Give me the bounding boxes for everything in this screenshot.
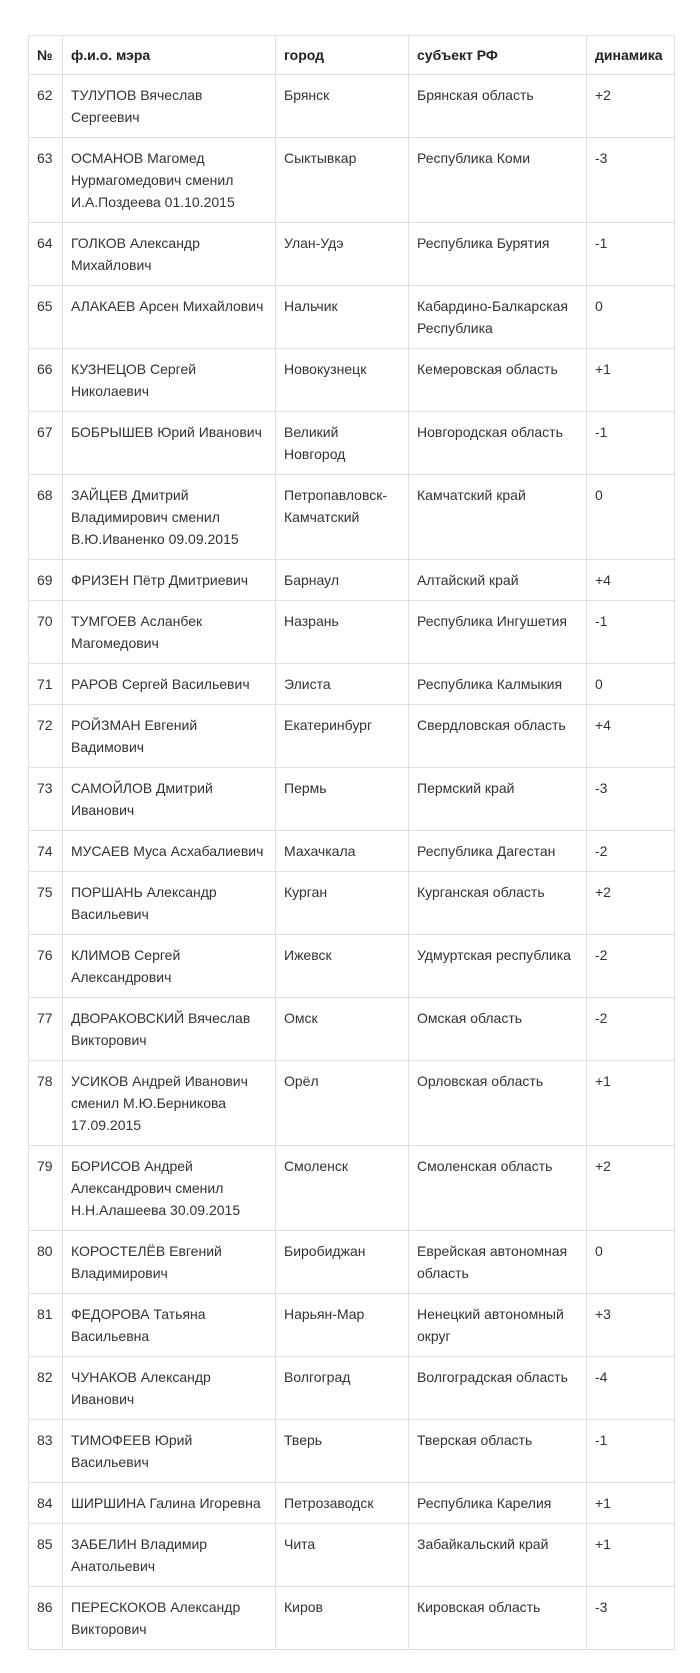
cell-city: Ижевск [276, 935, 409, 998]
cell-dynamics: -3 [587, 138, 675, 223]
cell-number: 73 [29, 768, 63, 831]
cell-region: Смоленская область [409, 1146, 587, 1231]
cell-city: Петропавловск-Камчатский [276, 475, 409, 560]
cell-mayor-name: УСИКОВ Андрей Иванович сменил М.Ю.Берникова 17.09.2015 [63, 1061, 276, 1146]
cell-city: Нарьян-Мар [276, 1294, 409, 1357]
header-mayor-name: ф.и.о. мэра [63, 36, 276, 75]
cell-dynamics: +1 [587, 1061, 675, 1146]
cell-region: Кемеровская область [409, 349, 587, 412]
cell-region: Тверская область [409, 1420, 587, 1483]
cell-mayor-name: ФЕДОРОВА Татьяна Васильевна [63, 1294, 276, 1357]
cell-region: Республика Калмыкия [409, 664, 587, 705]
cell-region: Республика Бурятия [409, 223, 587, 286]
table-row [29, 475, 675, 560]
cell-number: 76 [29, 935, 63, 998]
cell-region: Новгородская область [409, 412, 587, 475]
cell-number: 86 [29, 1587, 63, 1650]
cell-city: Нальчик [276, 286, 409, 349]
cell-number: 77 [29, 998, 63, 1061]
cell-dynamics: -2 [587, 935, 675, 998]
cell-number: 62 [29, 75, 63, 138]
cell-dynamics: -3 [587, 1587, 675, 1650]
cell-number: 72 [29, 705, 63, 768]
cell-mayor-name: МУСАЕВ Муса Асхабалиевич [63, 831, 276, 872]
table-row [29, 1357, 675, 1420]
cell-region: Удмуртская республика [409, 935, 587, 998]
cell-dynamics: -3 [587, 768, 675, 831]
cell-dynamics: 0 [587, 664, 675, 705]
table-row [29, 935, 675, 998]
cell-mayor-name: ТУМГОЕВ Асланбек Магомедович [63, 601, 276, 664]
cell-region: Республика Карелия [409, 1483, 587, 1524]
cell-mayor-name: ТИМОФЕЕВ Юрий Васильевич [63, 1420, 276, 1483]
cell-number: 84 [29, 1483, 63, 1524]
header-region: субъект РФ [409, 36, 587, 75]
table-row [29, 560, 675, 601]
table-row [29, 286, 675, 349]
cell-number: 66 [29, 349, 63, 412]
cell-city: Орёл [276, 1061, 409, 1146]
table-row [29, 223, 675, 286]
cell-city: Махачкала [276, 831, 409, 872]
cell-mayor-name: ПЕРЕСКОКОВ Александр Викторович [63, 1587, 276, 1650]
header-number: № [29, 36, 63, 75]
cell-city: Тверь [276, 1420, 409, 1483]
cell-region: Республика Ингушетия [409, 601, 587, 664]
table-row [29, 705, 675, 768]
cell-number: 83 [29, 1420, 63, 1483]
table-row [29, 138, 675, 223]
cell-dynamics: -2 [587, 998, 675, 1061]
cell-city: Брянск [276, 75, 409, 138]
cell-dynamics: 0 [587, 475, 675, 560]
cell-city: Новокузнецк [276, 349, 409, 412]
cell-city: Смоленск [276, 1146, 409, 1231]
cell-dynamics: -1 [587, 601, 675, 664]
cell-mayor-name: ЧУНАКОВ Александр Иванович [63, 1357, 276, 1420]
cell-number: 79 [29, 1146, 63, 1231]
cell-city: Пермь [276, 768, 409, 831]
cell-dynamics: 0 [587, 286, 675, 349]
table-container [28, 35, 674, 1650]
cell-mayor-name: БОРИСОВ Андрей Александрович сменил Н.Н.Алашеева 30.09.2015 [63, 1146, 276, 1231]
cell-region: Омская область [409, 998, 587, 1061]
cell-number: 75 [29, 872, 63, 935]
cell-mayor-name: ЗАБЕЛИН Владимир Анатольевич [63, 1524, 276, 1587]
cell-mayor-name: ЗАЙЦЕВ Дмитрий Владимирович сменил В.Ю.Иваненко 09.09.2015 [63, 475, 276, 560]
table-row [29, 412, 675, 475]
cell-mayor-name: ДВОРАКОВСКИЙ Вячеслав Викторович [63, 998, 276, 1061]
table-row [29, 1483, 675, 1524]
cell-number: 70 [29, 601, 63, 664]
cell-dynamics: -1 [587, 223, 675, 286]
cell-city: Петрозаводск [276, 1483, 409, 1524]
table-row [29, 664, 675, 705]
cell-number: 67 [29, 412, 63, 475]
cell-city: Омск [276, 998, 409, 1061]
cell-dynamics: +2 [587, 1146, 675, 1231]
cell-region: Камчатский край [409, 475, 587, 560]
cell-number: 64 [29, 223, 63, 286]
cell-dynamics: +3 [587, 1294, 675, 1357]
cell-mayor-name: БОБРЫШЕВ Юрий Иванович [63, 412, 276, 475]
cell-number: 85 [29, 1524, 63, 1587]
cell-region: Республика Коми [409, 138, 587, 223]
table-row [29, 872, 675, 935]
header-dynamics: динамика [587, 36, 675, 75]
cell-city: Чита [276, 1524, 409, 1587]
cell-region: Забайкальский край [409, 1524, 587, 1587]
cell-region: Курганская область [409, 872, 587, 935]
cell-city: Назрань [276, 601, 409, 664]
cell-mayor-name: РАРОВ Сергей Васильевич [63, 664, 276, 705]
cell-mayor-name: ПОРШАНЬ Александр Васильевич [63, 872, 276, 935]
cell-region: Свердловская область [409, 705, 587, 768]
cell-mayor-name: ФРИЗЕН Пётр Дмитриевич [63, 560, 276, 601]
cell-region: Брянская область [409, 75, 587, 138]
table-row [29, 1231, 675, 1294]
cell-dynamics: -1 [587, 1420, 675, 1483]
table-row [29, 1294, 675, 1357]
table-header-row [29, 36, 675, 75]
cell-region: Кировская область [409, 1587, 587, 1650]
cell-mayor-name: КОРОСТЕЛЁВ Евгений Владимирович [63, 1231, 276, 1294]
cell-city: Курган [276, 872, 409, 935]
cell-city: Улан-Удэ [276, 223, 409, 286]
table-row [29, 601, 675, 664]
cell-region: Пермский край [409, 768, 587, 831]
cell-number: 82 [29, 1357, 63, 1420]
cell-dynamics: -2 [587, 831, 675, 872]
cell-number: 81 [29, 1294, 63, 1357]
cell-number: 78 [29, 1061, 63, 1146]
cell-city: Екатеринбург [276, 705, 409, 768]
table-row [29, 1146, 675, 1231]
table-row [29, 768, 675, 831]
cell-region: Ненецкий автономный округ [409, 1294, 587, 1357]
cell-dynamics: -1 [587, 412, 675, 475]
cell-mayor-name: АЛАКАЕВ Арсен Михайлович [63, 286, 276, 349]
cell-city: Барнаул [276, 560, 409, 601]
cell-city: Волгоград [276, 1357, 409, 1420]
cell-dynamics: 0 [587, 1231, 675, 1294]
cell-dynamics: +1 [587, 1524, 675, 1587]
table-row [29, 998, 675, 1061]
cell-dynamics: +1 [587, 349, 675, 412]
table-row [29, 75, 675, 138]
cell-number: 63 [29, 138, 63, 223]
cell-city: Великий Новгород [276, 412, 409, 475]
cell-dynamics: +4 [587, 560, 675, 601]
cell-dynamics: +2 [587, 872, 675, 935]
cell-dynamics: +4 [587, 705, 675, 768]
cell-mayor-name: КЛИМОВ Сергей Александрович [63, 935, 276, 998]
cell-city: Элиста [276, 664, 409, 705]
table-row [29, 1587, 675, 1650]
cell-mayor-name: ОСМАНОВ Магомед Нурмагомедович сменил И.А.Поздеева 01.10.2015 [63, 138, 276, 223]
cell-dynamics: -4 [587, 1357, 675, 1420]
cell-mayor-name: ТУЛУПОВ Вячеслав Сергеевич [63, 75, 276, 138]
cell-mayor-name: ГОЛКОВ Александр Михайлович [63, 223, 276, 286]
cell-dynamics: +2 [587, 75, 675, 138]
cell-region: Республика Дагестан [409, 831, 587, 872]
mayors-rating-table [28, 35, 675, 1650]
cell-region: Волгоградская область [409, 1357, 587, 1420]
cell-number: 65 [29, 286, 63, 349]
cell-number: 71 [29, 664, 63, 705]
table-row [29, 831, 675, 872]
cell-city: Сыктывкар [276, 138, 409, 223]
cell-region: Кабардино-Балкарская Республика [409, 286, 587, 349]
cell-mayor-name: ШИРШИНА Галина Игоревна [63, 1483, 276, 1524]
cell-region: Алтайский край [409, 560, 587, 601]
cell-number: 68 [29, 475, 63, 560]
cell-number: 69 [29, 560, 63, 601]
cell-region: Еврейская автономная область [409, 1231, 587, 1294]
header-city: город [276, 36, 409, 75]
cell-city: Биробиджан [276, 1231, 409, 1294]
cell-number: 74 [29, 831, 63, 872]
cell-mayor-name: САМОЙЛОВ Дмитрий Иванович [63, 768, 276, 831]
table-row [29, 1420, 675, 1483]
cell-dynamics: +1 [587, 1483, 675, 1524]
table-row [29, 1524, 675, 1587]
table-row [29, 1061, 675, 1146]
cell-number: 80 [29, 1231, 63, 1294]
table-body [29, 75, 675, 1650]
cell-mayor-name: КУЗНЕЦОВ Сергей Николаевич [63, 349, 276, 412]
cell-region: Орловская область [409, 1061, 587, 1146]
cell-mayor-name: РОЙЗМАН Евгений Вадимович [63, 705, 276, 768]
cell-city: Киров [276, 1587, 409, 1650]
table-row [29, 349, 675, 412]
